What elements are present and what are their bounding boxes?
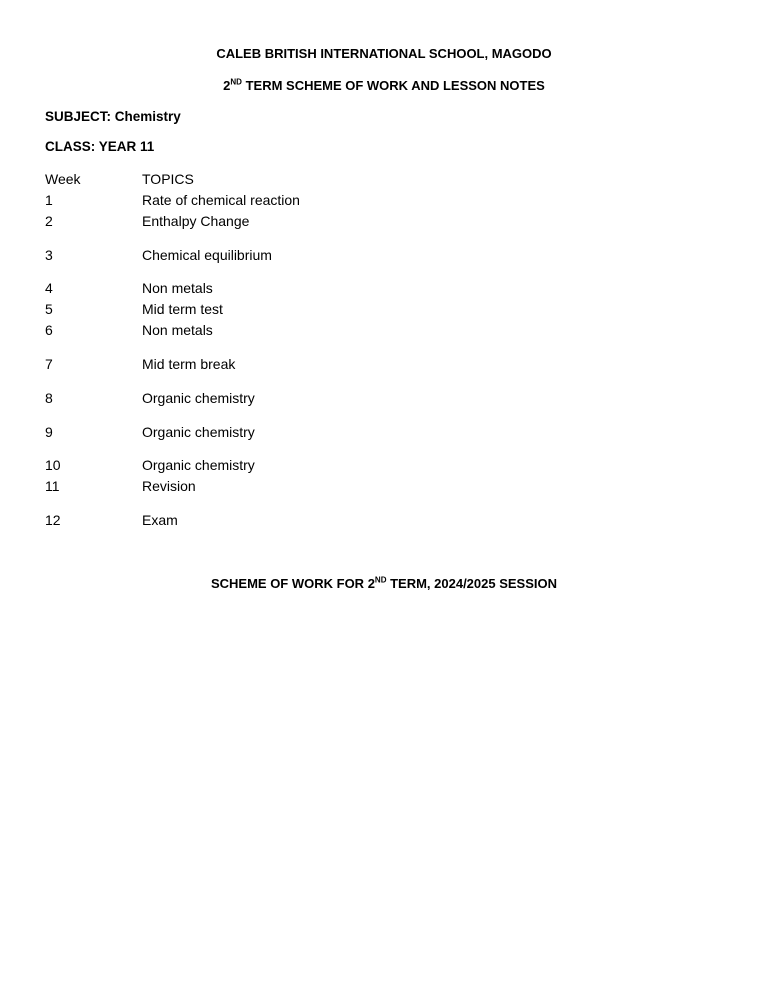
week-number: 9 (45, 424, 53, 440)
week-number: 12 (45, 512, 61, 528)
week-number: 2 (45, 213, 53, 229)
term-suffix: ND (230, 77, 242, 87)
week-topic: Chemical equilibrium (142, 247, 272, 263)
school-name: CALEB BRITISH INTERNATIONAL SCHOOL, MAGODO (216, 46, 552, 61)
week-number: 10 (45, 457, 61, 473)
heading-term-suffix: ND (374, 575, 387, 585)
table-row (45, 213, 645, 233)
table-header-row (45, 171, 645, 191)
table-row (45, 280, 645, 300)
week-column-header: Week (45, 171, 81, 187)
week-topic: Mid term test (142, 301, 223, 317)
topics-column-header: TOPICS (142, 171, 194, 187)
term-title (0, 78, 768, 93)
week-number: 6 (45, 322, 53, 338)
week-number: 1 (45, 192, 53, 208)
week-topic: Non metals (142, 280, 213, 296)
week-topic: Mid term break (142, 356, 236, 372)
subject-label: SUBJECT: Chemistry (45, 109, 181, 124)
week-number: 5 (45, 301, 53, 317)
heading-rest: TERM, 2024/2025 SESSION (386, 576, 558, 591)
table-row (45, 478, 645, 498)
week-topic: Exam (142, 512, 178, 528)
week-number: 7 (45, 356, 53, 372)
table-row (45, 457, 645, 477)
table-row (45, 356, 645, 376)
term-number: 2 (223, 78, 231, 93)
class-label: CLASS: YEAR 11 (45, 139, 155, 154)
week-number: 4 (45, 280, 53, 296)
week-topic: Organic chemistry (142, 457, 255, 473)
term-title-rest: TERM SCHEME OF WORK AND LESSON NOTES (241, 78, 545, 93)
table-row (45, 247, 645, 267)
week-number: 8 (45, 390, 53, 406)
scheme-of-work-heading (0, 576, 768, 591)
week-number: 3 (45, 247, 53, 263)
table-row (45, 512, 645, 532)
heading-prefix: SCHEME OF WORK FOR (210, 576, 368, 591)
week-topic: Revision (142, 478, 196, 494)
heading-term-number: 2 (367, 576, 375, 591)
week-topic: Organic chemistry (142, 424, 255, 440)
table-row (45, 424, 645, 444)
table-row (45, 390, 645, 410)
week-topic: Organic chemistry (142, 390, 255, 406)
week-topic: Non metals (142, 322, 213, 338)
table-row (45, 301, 645, 321)
table-row (45, 192, 645, 212)
week-topic: Rate of chemical reaction (142, 192, 300, 208)
week-number: 11 (45, 478, 60, 494)
week-topic: Enthalpy Change (142, 213, 250, 229)
table-row (45, 322, 645, 342)
